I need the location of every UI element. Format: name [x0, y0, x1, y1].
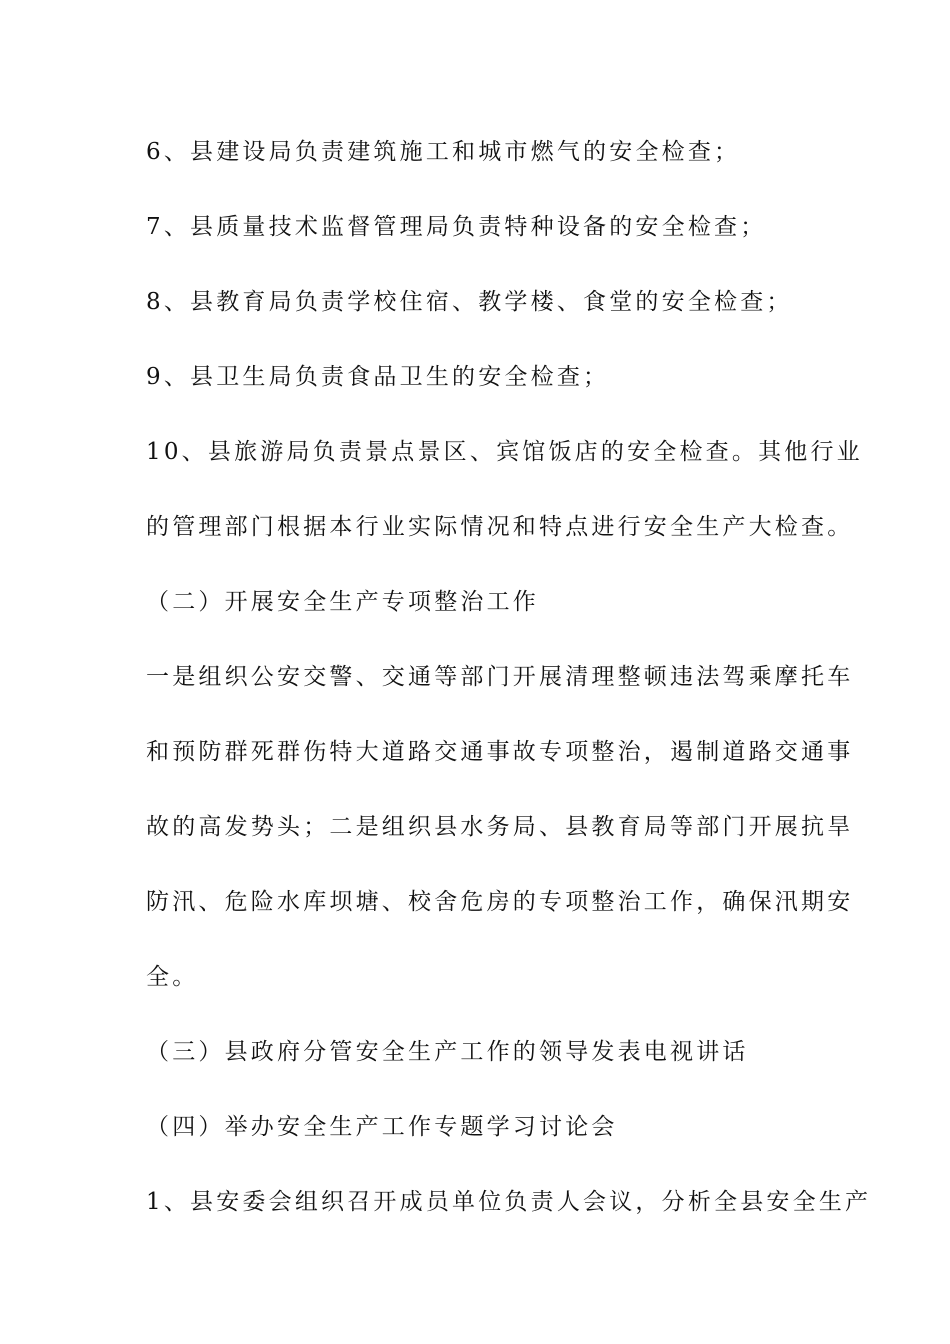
- text-line-item-10-continued: 的管理部门根据本行业实际情况和特点进行安全生产大检查。: [146, 514, 854, 540]
- text-line-item-6: 6、县建设局负责建筑施工和城市燃气的安全检查；: [146, 139, 741, 165]
- paragraph-line-4: 防汛、危险水库坝塘、校舍危房的专项整治工作，确保汛期安: [146, 889, 854, 915]
- text-line-item-1: 1、县安委会组织召开成员单位负责人会议，分析全县安全生产: [146, 1189, 872, 1215]
- paragraph-line-1: 一是组织公安交警、交通等部门开展清理整顿违法驾乘摩托车: [146, 664, 854, 690]
- text-line-item-10: 10、县旅游局负责景点景区、宾馆饭店的安全检查。其他行业: [146, 439, 863, 465]
- paragraph-line-5: 全。: [146, 964, 199, 990]
- paragraph-line-3: 故的高发势头；二是组织县水务局、县教育局等部门开展抗旱: [146, 814, 854, 840]
- text-line-item-8: 8、县教育局负责学校住宿、教学楼、食堂的安全检查；: [146, 289, 793, 315]
- text-line-item-9: 9、县卫生局负责食品卫生的安全检查；: [146, 364, 610, 390]
- text-line-item-7: 7、县质量技术监督管理局负责特种设备的安全检查；: [146, 214, 767, 240]
- section-heading-3: （三）县政府分管安全生产工作的领导发表电视讲话: [146, 1039, 749, 1065]
- section-heading-4: （四）举办安全生产工作专题学习讨论会: [146, 1114, 618, 1140]
- section-heading-2: （二）开展安全生产专项整治工作: [146, 589, 539, 615]
- paragraph-line-2: 和预防群死群伤特大道路交通事故专项整治，遏制道路交通事: [146, 739, 854, 765]
